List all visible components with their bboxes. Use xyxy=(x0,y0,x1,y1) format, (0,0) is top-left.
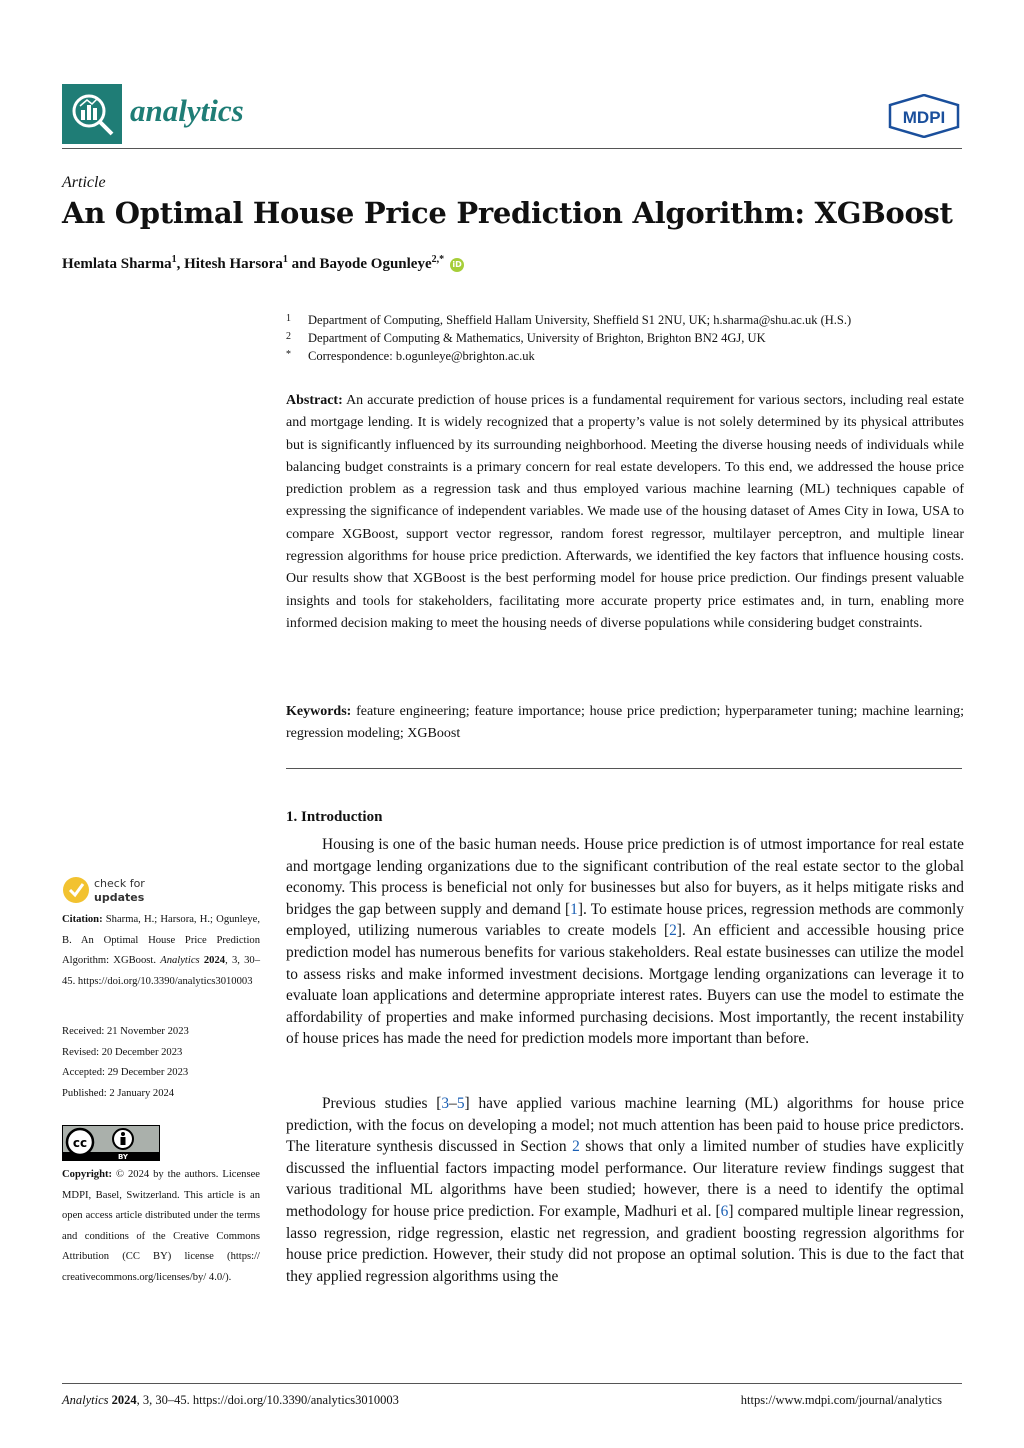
affiliation-text: Correspondence: b.ogunleye@brighton.ac.uk xyxy=(308,349,535,363)
correspondence xyxy=(286,349,535,364)
paragraph-text: shows that only a limited number of studies have explicitly discussed the influential factors impacting model performance. Our literature review findings suggest that various traditional ML algorithms have been studied; however, there is a need to identify the optimal methodology for house price prediction. For example, Madhuri et al. [ xyxy=(286,1138,965,1220)
intro-paragraph-1 xyxy=(286,834,964,1050)
author-name[interactable]: Bayode Ogunleye xyxy=(319,256,432,272)
section-link[interactable]: 2 xyxy=(572,1138,580,1156)
received-date: Received: 21 November 2023 xyxy=(62,1026,189,1037)
citation-label: Citation: xyxy=(62,914,103,925)
article-type: Article xyxy=(62,174,106,191)
footer-year: 2024 xyxy=(108,1393,137,1407)
article-title: An Optimal House Price Prediction Algorithm: XGBoost xyxy=(62,196,953,230)
citation-link[interactable]: 3 xyxy=(441,1095,450,1112)
check-updates-line2: updates xyxy=(94,891,145,904)
citation-link[interactable]: 2 xyxy=(669,922,677,940)
citation-link[interactable]: 6 xyxy=(720,1202,729,1220)
journal-name[interactable]: analytics xyxy=(130,93,244,128)
affiliation-2 xyxy=(286,331,766,346)
affiliation-mark: * xyxy=(286,349,291,360)
cc-by-text: BY xyxy=(117,1153,129,1160)
author-separator: , xyxy=(176,256,185,272)
copyright-text: © 2024 by the authors. Licensee MDPI, Basel, Switzerland. This article is an open access article distributed under the terms and conditions of the Creative Commons Attribution (CC BY) license (https:// creativecommons.org/licenses/by/ 4.0/). xyxy=(62,1169,260,1283)
author-list xyxy=(62,254,464,273)
published-date: Published: 2 January 2024 xyxy=(62,1088,175,1099)
footer-journal-url[interactable]: https://www.mdpi.com/journal/analytics xyxy=(740,1393,942,1407)
keywords xyxy=(286,701,964,746)
check-for-updates-button[interactable] xyxy=(62,872,162,908)
copyright-label: Copyright: xyxy=(62,1169,113,1180)
section-heading: 1. Introduction xyxy=(286,809,383,825)
citation-text: Sharma, H.; Harsora, H.; Ogunleye, B. An Optimal House Price Prediction Algorithm: XGBoost. xyxy=(62,914,260,966)
affiliation-mark: 1 xyxy=(286,313,291,324)
check-updates-line1: check for xyxy=(94,877,145,890)
author-separator: and xyxy=(287,256,320,272)
footer-journal: Analytics xyxy=(62,1393,109,1407)
paragraph-text: ] compared multiple linear regression, lasso regression, ridge regression, elastic net regression, and gradient boosting regression algorithms for house price prediction. However, their study did not propose an optimal solution. This is due to the fact that they applied regression algorithms using the xyxy=(286,1202,965,1285)
author-sup: 1 xyxy=(171,254,177,265)
paragraph-text: Housing is one of the basic human needs. House price prediction is of utmost importance for real estate and mortgage lending organizations due to the significant contribution of the real estate sector to the global economy. This process is beneficial not only for businesses but also for buyers, as it helps mitigate risks and bridges the gap between supply and demand [ xyxy=(286,836,964,918)
paragraph-text: Previous studies [ xyxy=(322,1095,442,1112)
header-divider xyxy=(62,148,962,149)
paragraph-text: ]. To estimate house prices, regression methods are commonly employed, utilizing numerous variables to create models [ xyxy=(286,900,964,940)
section-divider xyxy=(286,768,962,769)
affiliation-mark: 2 xyxy=(286,331,291,342)
abstract-text: An accurate prediction of house prices is a fundamental requirement for various sectors, including real estate and mortgage lending. It is widely recognized that a property’s value is not solely determined by its physical attributes but is significantly influenced by its surrounding neighborhood. Meeting the diverse housing needs of individuals while balancing budget constraints is a primary concern for real estate developers. To this end, we addressed the house price prediction problem as a regression task and thus employed various machine learning (ML) techniques capable of expressing the significance of independent variables. We made use of the housing dataset of Ames City in Iowa, USA to compare XGBoost, support vector regressor, random forest regressor, multilayer perceptron, and multiple linear regression algorithms for house price prediction. Afterwards, we identified the key factors that influence housing costs. Our results show that XGBoost is the best performing model for house price prediction. Our findings present valuable insights and tools for stakeholders, facilitating more accurate property price estimates and, in turn, enabling more informed decision making to meet the housing needs of diverse populations while considering budget constraints. xyxy=(286,393,965,631)
intro-paragraph-2 xyxy=(286,1093,964,1287)
citation-dash: – xyxy=(449,1095,457,1112)
abstract xyxy=(286,390,964,635)
abstract-label: Abstract: xyxy=(286,393,343,408)
affiliation-text: Department of Computing, Sheffield Hallam University, Sheffield S1 2NU, UK; h.sharma@shu.ac.uk (H.S.) xyxy=(308,313,852,327)
author-sup: 1 xyxy=(282,254,288,265)
footer-doi[interactable]: , 3, 30–45. https://doi.org/10.3390/analytics3010003 xyxy=(136,1393,399,1407)
keywords-text: feature engineering; feature importance; house price prediction; hyperparameter tuning; machine learning; regression modeling; XGBoost xyxy=(286,704,964,742)
citation-year: 2024 xyxy=(199,955,226,966)
mdpi-logo-text: MDPI xyxy=(902,108,946,127)
citation-link[interactable]: 1 xyxy=(570,900,578,918)
citation-block xyxy=(62,910,260,992)
copyright-block xyxy=(62,1165,260,1288)
cc-by-license-icon[interactable] xyxy=(62,1125,160,1161)
keywords-label: Keywords: xyxy=(286,704,352,719)
citation-link[interactable]: 5 xyxy=(456,1095,465,1112)
revised-date: Revised: 20 December 2023 xyxy=(62,1047,183,1058)
paragraph-text: ]. An efficient and accessible housing price prediction model has numerous benefits for various stakeholders. Real estate businesses can utilize the model to assess risks and make informed investment decisions. Mortgage lending organizations can leverage it to evaluate loan applications and determine appropriate interest rates. Buyers can use the model to estimate the affordability of properties and make informed purchasing decisions. Most importantly, the recent instability of house prices has made the need for prediction models more important than before. xyxy=(286,922,964,1048)
footer-citation xyxy=(62,1393,399,1408)
affiliation-text: Department of Computing & Mathematics, University of Brighton, Brighton BN2 4GJ, UK xyxy=(308,331,766,345)
affiliation-1 xyxy=(286,313,851,328)
svg-text:cc: cc xyxy=(72,1136,88,1150)
journal-logo-icon xyxy=(62,84,122,144)
paragraph-text: ] have applied various machine learning (ML) algorithms for house price prediction, with the focus on developing a model; not much attention has been paid to house price predictors. The literature synthesis discussed in Section xyxy=(286,1095,964,1156)
footer-divider xyxy=(62,1383,962,1384)
author-name[interactable]: Hitesh Harsora xyxy=(184,256,283,272)
author-sup: 2,* xyxy=(431,254,445,265)
accepted-date: Accepted: 29 December 2023 xyxy=(62,1067,189,1078)
author-name[interactable]: Hemlata Sharma xyxy=(62,256,172,272)
citation-journal: Analytics xyxy=(160,955,200,966)
mdpi-logo[interactable] xyxy=(888,94,960,138)
citation-doi[interactable]: , 3, 30–45. https://doi.org/10.3390/analytics3010003 xyxy=(62,955,260,987)
orcid-icon[interactable]: iD xyxy=(450,258,464,272)
